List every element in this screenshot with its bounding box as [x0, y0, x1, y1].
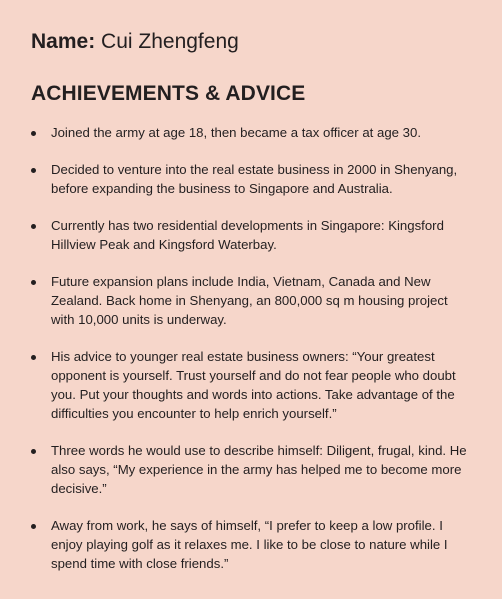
list-item: [31, 216, 471, 254]
name-value: Cui Zhengfeng: [101, 30, 239, 53]
bullet-icon: [31, 224, 36, 229]
name-label: Name:: [31, 30, 96, 53]
list-item-text: His advice to younger real estate business owners: “Your greatest opponent is yourself. Trust yourself and do not fear people who doubt you. Put your thoughts and words into actions. Take advantage of the difficulties you encounter to help enrich yourself.”: [51, 349, 456, 421]
list-item: [31, 160, 471, 198]
section-heading: ACHIEVEMENTS & ADVICE: [31, 82, 306, 105]
list-item-text: Joined the army at age 18, then became a tax officer at age 30.: [51, 125, 421, 140]
bullet-icon: [31, 168, 36, 173]
list-item: [31, 516, 471, 573]
bullet-icon: [31, 449, 36, 454]
list-item-text: Currently has two residential developments in Singapore: Kingsford Hillview Peak and Kingsford Waterbay.: [51, 218, 444, 252]
achievements-list: [31, 123, 471, 591]
bullet-icon: [31, 131, 36, 136]
list-item-text: Decided to venture into the real estate business in 2000 in Shenyang, before expanding the business to Singapore and Australia.: [51, 162, 458, 196]
list-item-text: Future expansion plans include India, Vietnam, Canada and New Zealand. Back home in Shenyang, an 800,000 sq m housing project with 10,000 units is underway.: [51, 274, 448, 327]
bullet-icon: [31, 355, 36, 360]
bullet-icon: [31, 524, 36, 529]
list-item: [31, 347, 471, 423]
list-item: [31, 272, 471, 329]
bullet-icon: [31, 280, 36, 285]
list-item: [31, 441, 471, 498]
list-item: [31, 123, 471, 142]
list-item-text: Away from work, he says of himself, “I prefer to keep a low profile. I enjoy playing golf as it relaxes me. I like to be close to nature while I spend time with close friends.”: [51, 518, 448, 571]
name-line: [31, 28, 239, 56]
list-item-text: Three words he would use to describe himself: Diligent, frugal, kind. He also says, “My experience in the army has helped me to become more decisive.”: [51, 443, 467, 496]
